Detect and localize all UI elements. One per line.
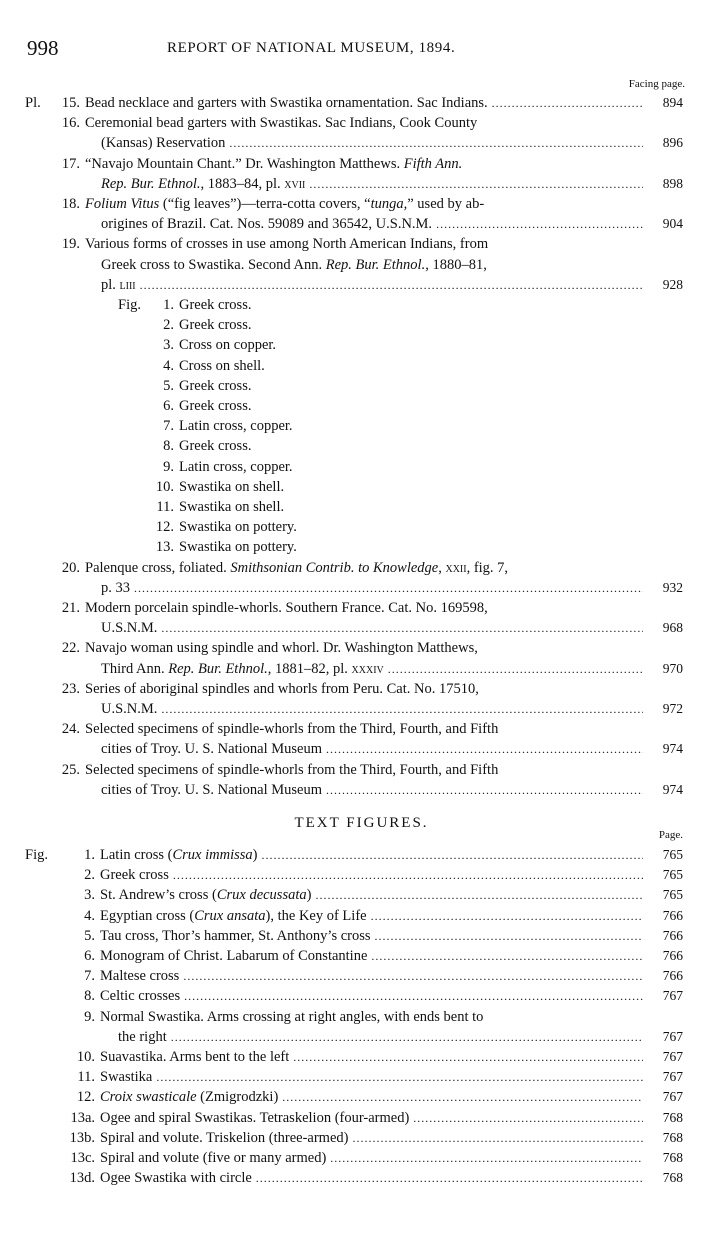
list-label: Fig. [25,847,48,863]
entry-number: 25. [61,761,80,778]
dot-leader [436,214,643,234]
entry-page-number: 766 [662,968,683,984]
entry-number: 9. [84,1008,95,1025]
dot-leader [326,739,643,759]
entry-number: 20. [61,559,80,576]
entry-row [0,926,723,946]
entry-text: cities of Troy. U. S. National Museum [101,781,322,798]
entry-row [0,1148,723,1168]
entry-number: 3. [84,887,95,904]
dot-leader [156,1067,643,1087]
entry-page-number: 970 [662,660,683,676]
entry-continuation-row [0,1027,723,1047]
entry-text: Spiral and volute (five or many armed) [100,1150,327,1166]
entry-text: Latin cross (Crux immissa) [100,847,258,863]
list-label: Pl. [25,95,41,111]
entry-text: (Kansas) Reservation [101,135,226,152]
dot-leader [371,906,643,926]
entry-row [0,1087,723,1107]
entry-page-number: 768 [662,1129,683,1145]
dot-leader [326,780,643,800]
entry-page-number: 765 [662,847,683,862]
entry-page-number: 972 [662,701,683,716]
entry-text: the right [118,1028,167,1045]
entry-text: pl. liii [101,276,136,293]
entry-number: 8. [84,988,95,1005]
entry-page-number: 766 [662,948,683,963]
entry-row [0,1168,723,1188]
sub-figure-row [0,517,723,537]
entry-row [0,234,723,254]
dot-leader [161,618,643,638]
sub-figure-label: Fig. [118,297,141,313]
sub-figure-number: 3. [163,337,174,354]
sub-figure-number: 12. [155,519,174,536]
entry-page-number: 768 [662,1150,683,1165]
entry-number: 11. [77,1069,95,1086]
entry-text: Egyptian cross (Crux ansata), the Key of Life [100,907,367,924]
dot-leader [171,1027,643,1047]
entry-text: origines of Brazil. Cat. Nos. 59089 and 36542, U.S.N.M. [101,216,433,233]
entry-text: Rep. Bur. Ethnol., 1883–84, pl. xvii [101,175,306,192]
entry-continuation-row [0,699,723,719]
entry-number: 13d. [69,1170,95,1187]
entry-text: Folium Vitus (“fig leaves”)—terra-cotta covers, “tunga,” used by ab- [85,196,485,212]
dot-leader [183,966,643,986]
text-figures-title: TEXT FIGURES. [294,815,429,831]
dot-leader [293,1047,643,1067]
dot-leader [282,1087,643,1107]
entry-text: “Navajo Mountain Chant.” Dr. Washington Matthews. Fifth Ann. [85,155,463,172]
entry-continuation-row [0,275,723,295]
entry-page-number: 968 [662,620,683,636]
sub-figure-row [0,335,723,355]
sub-figure-number: 6. [163,398,174,414]
entry-text: Navajo woman using spindle and whorl. Dr. Washington Matthews, [85,640,478,657]
sub-figure-number: 4. [163,357,174,374]
entry-text: Modern porcelain spindle-whorls. Southern France. Cat. No. 169598, [85,600,488,616]
dot-leader [161,699,643,719]
entry-page-number: 898 [662,175,683,191]
entry-page-number: 768 [662,1109,683,1125]
entry-text: Maltese cross [100,968,180,985]
entry-text: Bead necklace and garters with Swastika ornamentation. Sac Indians. [85,95,488,111]
entry-number: 7. [84,968,95,985]
entry-row [0,1007,723,1027]
entry-number: 22. [61,640,80,657]
entry-row [0,986,723,1006]
sub-figure-number: 13. [155,539,174,556]
entry-row [0,638,723,658]
entry-text: Ogee and spiral Swastikas. Tetraskelion (four-armed) [100,1109,410,1126]
entry-text: Normal Swastika. Arms crossing at right angles, with ends bent to [100,1008,484,1025]
entry-text: U.S.N.M. [101,701,158,717]
entry-row [0,946,723,966]
entry-row [0,966,723,986]
entry-number: 13b. [69,1129,95,1146]
entry-page-number: 765 [662,867,683,883]
sub-figure-text: Greek cross. [179,317,252,334]
entry-page-number: 767 [662,1069,683,1085]
sub-figure-text: Swastika on shell. [179,478,285,495]
sub-figure-row [0,356,723,376]
entry-text: Celtic crosses [100,988,181,1005]
entry-row [0,845,723,865]
dot-leader [330,1148,643,1168]
entry-number: 1. [84,847,95,863]
sub-figure-text: Latin cross, copper. [179,458,293,475]
sub-figure-text: Cross on shell. [179,357,265,374]
entry-number: 13c. [70,1150,95,1166]
dot-leader [134,578,643,598]
entry-text: U.S.N.M. [101,620,158,637]
page-number: 998 [27,36,59,60]
dot-leader [388,659,643,679]
sub-figure-row [0,457,723,477]
entry-continuation-row [0,578,723,598]
entry-row [0,1067,723,1087]
sub-figure-text: Greek cross. [179,377,252,394]
sub-figure-number: 7. [163,418,174,435]
entry-row [0,719,723,739]
sub-figure-text: Swastika on pottery. [179,519,297,536]
entry-row [0,1108,723,1128]
entry-number: 15. [61,95,80,111]
entry-text: Tau cross, Thor’s hammer, St. Anthony’s cross [100,927,371,944]
dot-leader [184,986,643,1006]
dot-leader [229,133,643,153]
page-header [27,36,687,60]
dot-leader [256,1168,643,1188]
entry-text: cities of Troy. U. S. National Museum [101,741,322,758]
entry-text: Greek cross to Swastika. Second Ann. Rep. Bur. Ethnol., 1880–81, [101,256,487,273]
entry-page-number: 767 [662,1089,683,1105]
entry-number: 4. [84,907,95,924]
entry-text: Ogee Swastika with circle [100,1170,252,1187]
entry-text: Monogram of Christ. Labarum of Constantine [100,948,368,964]
sub-figure-text: Swastika on pottery. [179,539,297,556]
entry-number: 19. [61,236,80,253]
facing-page-heading: Facing page. [628,78,685,90]
entry-page-number: 928 [662,276,683,292]
dot-leader [140,275,643,295]
dot-leader [309,174,643,194]
entry-page-number: 768 [662,1170,683,1186]
entry-row [0,679,723,699]
entry-number: 21. [61,600,80,616]
entry-page-number: 904 [662,216,683,232]
entry-text: St. Andrew’s cross (Crux decussata) [100,887,312,904]
entry-number: 2. [84,867,95,884]
entry-continuation-row [0,255,723,275]
entry-row [0,154,723,174]
dot-leader [375,926,643,946]
sub-figure-number: 2. [163,317,174,334]
entry-row [0,598,723,618]
sub-figure-row [0,416,723,436]
sub-figure-row [0,436,723,456]
sub-figure-row [0,537,723,557]
entry-text: Palenque cross, foliated. Smithsonian Contrib. to Knowledge, xxii, fig. 7, [85,559,509,576]
entry-number: 18. [61,196,80,212]
entry-page-number: 766 [662,927,683,943]
entry-number: 10. [76,1049,95,1065]
entry-page-number: 974 [662,741,683,757]
entry-row [0,865,723,885]
sub-figure-row [0,477,723,497]
sub-figure-number: 1. [163,297,174,313]
entry-text: p. 33 [101,579,130,596]
sub-figure-row [0,315,723,335]
sub-figure-text: Greek cross. [179,398,252,414]
sub-figure-number: 11. [156,499,174,515]
entry-number: 12. [76,1089,95,1106]
dot-leader [492,93,643,113]
entry-page-number: 974 [662,781,683,797]
dot-leader [371,946,643,966]
entry-number: 13a. [70,1109,95,1126]
sub-figure-number: 5. [163,377,174,394]
entry-text: Third Ann. Rep. Bur. Ethnol., 1881–82, pl. xxxiv [101,660,384,677]
sub-figure-row [0,396,723,416]
entry-row [0,558,723,578]
sub-figure-number: 9. [163,458,174,475]
sub-figure-row [0,497,723,517]
entry-row [0,93,723,113]
sub-figure-row [0,376,723,396]
entry-page-number: 765 [662,887,683,903]
sub-figure-text: Greek cross. [179,297,252,313]
entry-number: 17. [61,155,80,172]
entry-text: Greek cross [100,867,169,884]
entry-page-number: 767 [662,988,683,1004]
entry-page-number: 767 [662,1049,683,1064]
dot-leader [315,885,643,905]
entry-text: Various forms of crosses in use among North American Indians, from [85,236,489,253]
sub-figure-text: Swastika on shell. [179,499,285,515]
entry-text: Selected specimens of spindle-whorls from the Third, Fourth, and Fifth [85,721,499,738]
sub-figure-text: Cross on copper. [179,337,277,354]
entry-text: Suavastika. Arms bent to the left [100,1049,290,1065]
entry-row [0,1047,723,1067]
entry-row [0,906,723,926]
entry-text: Croix swasticale (Zmigrodzki) [100,1089,279,1106]
dot-leader [413,1108,643,1128]
dot-leader [352,1128,643,1148]
entry-row [0,760,723,780]
page-column-heading: Page. [658,829,683,841]
entry-continuation-row [0,174,723,194]
entry-continuation-row [0,739,723,759]
entry-row [0,194,723,214]
entry-continuation-row [0,214,723,234]
sub-figure-text: Greek cross. [179,438,252,455]
entry-number: 16. [61,115,80,132]
entry-page-number: 896 [662,135,683,151]
entry-number: 5. [84,927,95,944]
running-head: REPORT OF NATIONAL MUSEUM, 1894. [167,40,456,56]
entry-text: Selected specimens of spindle-whorls from the Third, Fourth, and Fifth [85,761,499,778]
sub-figure-number: 8. [163,438,174,455]
entry-text: Series of aboriginal spindles and whorls from Peru. Cat. No. 17510, [85,680,479,697]
entry-continuation-row [0,618,723,638]
sub-figure-text: Latin cross, copper. [179,418,293,435]
dot-leader [173,865,643,885]
entry-text: Swastika [100,1069,153,1086]
entry-page-number: 932 [662,579,683,595]
entry-row [0,885,723,905]
entry-continuation-row [0,780,723,800]
entry-page-number: 767 [662,1028,683,1044]
sub-figure-number: 10. [155,478,174,495]
entry-row [0,1128,723,1148]
entry-number: 23. [61,680,80,697]
entry-text: Ceremonial bead garters with Swastikas. Sac Indians, Cook County [85,115,478,132]
entry-continuation-row [0,659,723,679]
dot-leader [262,845,644,865]
entry-number: 6. [84,948,95,964]
entry-page-number: 894 [662,95,683,110]
entry-page-number: 766 [662,907,683,923]
entry-continuation-row [0,133,723,153]
entry-number: 24. [61,721,80,738]
entry-row [0,113,723,133]
sub-figure-row [0,295,723,315]
entry-text: Spiral and volute. Triskelion (three-armed) [100,1129,349,1146]
